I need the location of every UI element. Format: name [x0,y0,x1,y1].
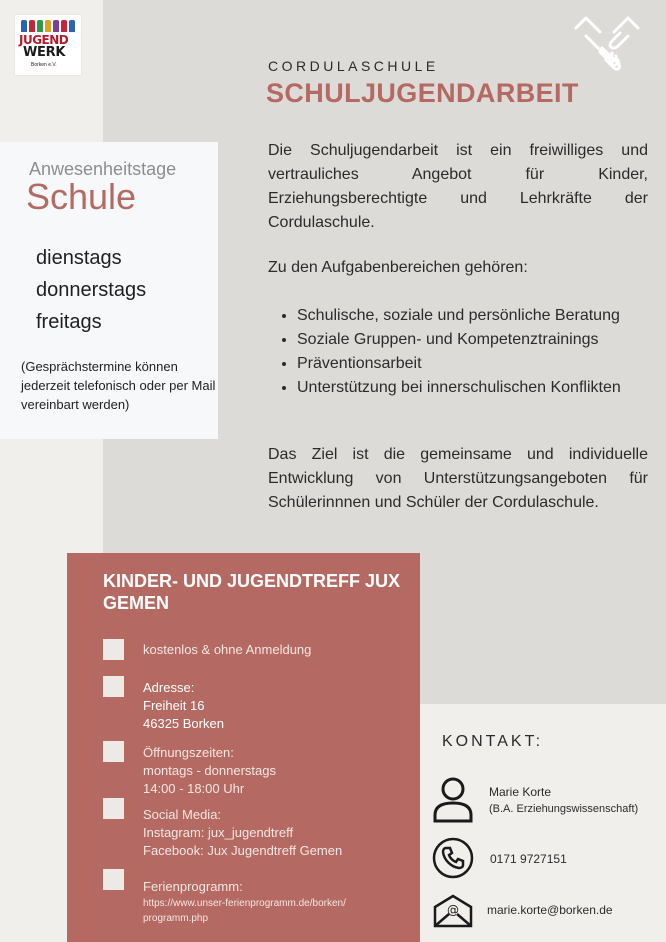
jux-line: kostenlos & ohne Anmeldung [143,642,312,657]
jux-item-text [143,744,413,798]
jux-line: 46325 Borken [143,716,224,731]
contact-phone[interactable]: 0171 9727151 [490,852,567,866]
jux-line: Adresse: [143,680,195,695]
list-item: • Soziale Gruppen- und Kompetenztrainings [297,328,658,352]
jux-line: 14:00 - 18:00 Uhr [143,781,245,796]
page-title: SCHULJUGENDARBEIT [266,78,579,108]
jux-line: montags - donnerstags [143,763,276,778]
jux-line: Social Media: [143,807,222,822]
intro-paragraph [268,139,648,235]
school-name: CORDULASCHULE [268,58,439,74]
jux-item-text [143,806,413,860]
day-item: dienstags [36,247,122,269]
contact-role: (B.A. Erziehungswissenschaft) [489,803,639,815]
contact-person [489,784,638,818]
jux-line: Instagram: jux_jugendtreff [143,825,294,840]
jugendwerk-logo [15,15,81,75]
logo-word-3: Borken e.V. [31,62,57,68]
tasks-list [268,304,658,400]
day-item: freitags [36,311,102,333]
tasks-heading: Zu den Aufgabenbereichen gehören: [268,259,528,276]
jux-line: Freiheit 16 [143,698,205,713]
jux-link[interactable]: programm.php [143,913,209,924]
contact-name: Marie Korte [489,785,552,799]
checkbox-icon [103,869,124,890]
day-item: donnerstags [36,279,147,301]
jux-item-text [143,641,413,659]
person-icon [432,776,474,824]
jux-line: Öffnungszeiten: [143,745,234,760]
logo-word-1: JUGEND [19,33,69,47]
checkbox-icon [103,798,124,819]
contact-heading: KONTAKT: [442,733,544,750]
jux-line: Ferienprogramm: [143,879,243,894]
logo-word-2: WERK [23,45,66,60]
contact-email[interactable]: marie.korte@borken.de [487,903,613,917]
list-item: • Unterstützung bei innerschulischen Konflikten [297,376,658,400]
checkbox-icon [103,639,124,660]
presence-location: Schule [26,176,137,217]
list-item: • Präventionsarbeit [297,352,658,376]
handshake-icon [572,14,642,80]
presence-days [36,242,146,338]
jux-item-text [143,878,413,926]
jux-title: KINDER- UND JUGENDTREFF JUX GEMEN [103,571,401,613]
checkbox-icon [103,741,124,762]
jux-line: Facebook: Jux Jugendtreff Gemen [143,843,343,858]
goal-paragraph: Das Ziel ist die gemeinsame und individuelle Entwicklung von Unterstützungsangeboten für Schülerinnnen und Schüler der Cordulaschule. [268,446,648,511]
presence-label: Anwesenheitstage [29,159,177,179]
presence-note: (Gesprächstermine können jederzeit telefonisch oder per Mail vereinbart werden) [21,359,216,412]
intro-text: Die Schuljugendarbeit ist ein freiwilliges und vertrauliches Angebot für Kinder, Erziehungsberechtigte und Lehrkräfte der Cordulaschule. [268,142,648,231]
phone-icon [432,837,474,879]
checkbox-icon [103,676,124,697]
presence-card [0,142,218,439]
svg-text:@: @ [447,903,459,917]
logo-color-bars [21,20,75,32]
jux-item-text [143,679,413,733]
list-item: • Schulische, soziale und persönliche Beratung [297,304,658,328]
jux-link[interactable]: https://www.unser-ferienprogramm.de/borken/ [143,898,346,909]
jux-info-box [67,553,420,942]
mail-icon [433,894,473,928]
